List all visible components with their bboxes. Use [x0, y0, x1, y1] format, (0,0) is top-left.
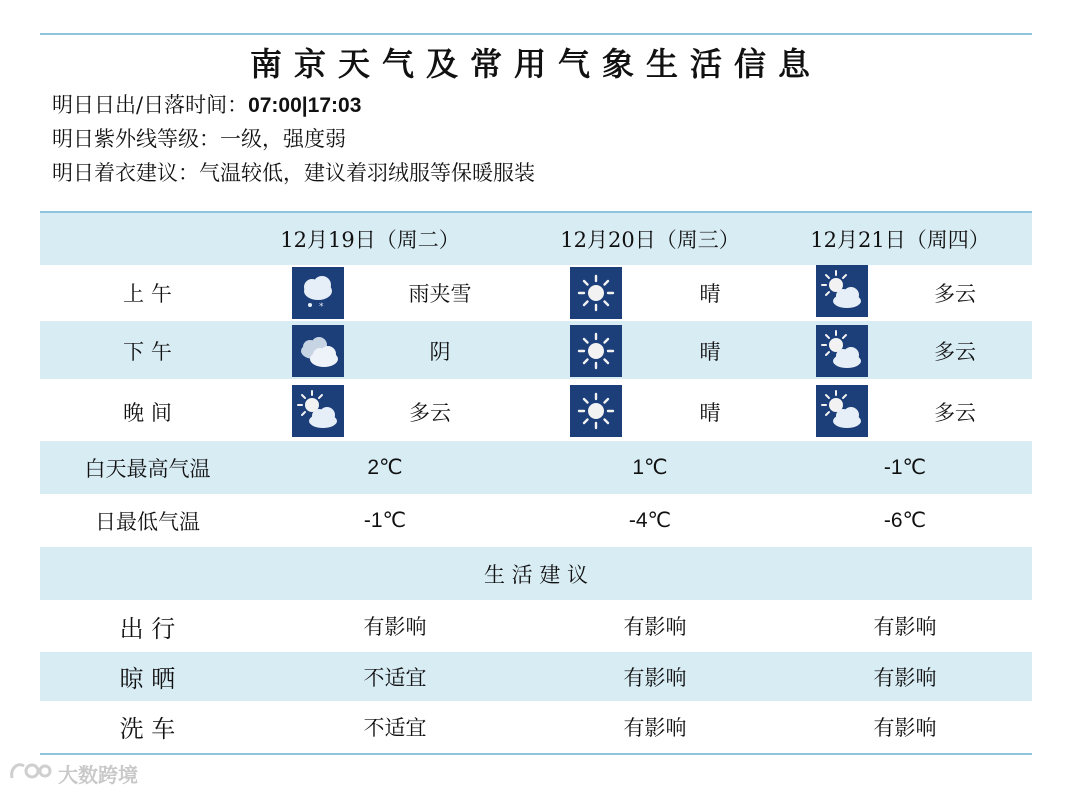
weather-evening-day3: 多云 — [934, 401, 976, 425]
watermark — [8, 758, 138, 788]
date-header-day3: 12月21日（周四） — [810, 228, 990, 252]
life-carwash-day3: 有影响 — [873, 715, 937, 740]
sleet-icon — [292, 267, 344, 319]
sunny-icon — [570, 267, 622, 319]
watermark-logo-icon — [8, 758, 52, 789]
date-header-day1: 12月19日（周二） — [280, 228, 460, 252]
partly-cloudy-icon — [816, 325, 868, 377]
life-row-carwash — [40, 701, 1032, 752]
weather-afternoon-day1: 阴 — [429, 340, 451, 364]
low-temp-day1: -1℃ — [363, 509, 407, 532]
weather-afternoon-day3: 多云 — [934, 340, 976, 364]
date-header-row — [40, 213, 1032, 265]
sunrise-sunset-value: 07:00|17:03 — [248, 94, 362, 117]
sunrise-sunset-line — [52, 90, 361, 121]
period-label-morning: 上 午 — [123, 282, 172, 306]
svg-text:*: * — [319, 302, 324, 312]
forecast-table — [40, 213, 1032, 752]
uv-level-label: 明日紫外线等级： — [52, 127, 220, 151]
partly-cloudy-icon — [816, 265, 868, 317]
life-row-drying — [40, 652, 1032, 701]
weather-morning-day1: 雨夹雪 — [408, 282, 472, 306]
uv-level-value: 一级，强度弱 — [220, 127, 346, 151]
afternoon-row — [40, 323, 1032, 379]
weather-evening-day1: 多云 — [409, 401, 451, 425]
dress-advice-value: 气温较低，建议着羽绒服等保暖服装 — [199, 161, 535, 185]
period-label-evening: 晚 间 — [123, 401, 172, 425]
bottom-divider — [40, 753, 1032, 755]
life-drying-day1: 不适宜 — [363, 665, 427, 690]
period-label-afternoon: 下 午 — [123, 340, 172, 364]
top-divider — [40, 33, 1032, 35]
high-temp-label: 白天最高气温 — [84, 456, 211, 481]
high-temp-day1: 2℃ — [367, 456, 403, 479]
date-header-day2: 12月20日（周三） — [560, 228, 740, 252]
life-label-travel: 出 行 — [119, 614, 176, 643]
uv-level-line — [52, 124, 346, 154]
high-temp-day2: 1℃ — [632, 456, 668, 479]
life-label-drying: 晾 晒 — [119, 665, 176, 693]
life-drying-day2: 有影响 — [623, 665, 687, 690]
life-advice-header: 生 活 建 议 — [483, 562, 589, 587]
sunny-icon — [570, 325, 622, 377]
partly-cloudy-icon — [816, 385, 868, 437]
life-advice-header-row — [40, 547, 1032, 600]
low-temp-day3: -6℃ — [883, 509, 927, 532]
life-label-carwash: 洗 车 — [119, 715, 176, 743]
dress-advice-label: 明日着衣建议： — [52, 161, 199, 185]
high-temp-day3: -1℃ — [883, 456, 927, 479]
weather-afternoon-day2: 晴 — [699, 340, 721, 364]
life-drying-day3: 有影响 — [873, 665, 937, 690]
evening-row — [40, 383, 1032, 441]
life-carwash-day2: 有影响 — [623, 715, 687, 740]
life-travel-day2: 有影响 — [623, 615, 687, 639]
high-temp-row — [40, 441, 1032, 494]
life-travel-day1: 有影响 — [363, 615, 427, 639]
life-carwash-day1: 不适宜 — [363, 715, 427, 740]
watermark-text: 大数跨境 — [58, 762, 138, 787]
morning-row — [40, 265, 1032, 321]
life-row-travel — [40, 600, 1032, 652]
sunrise-sunset-label: 明日日出/日落时间： — [52, 93, 249, 117]
page-title: 南京天气及常用气象生活信息 — [249, 45, 822, 83]
weather-morning-day2: 晴 — [699, 282, 721, 306]
partly-cloudy-icon — [292, 385, 344, 437]
dress-advice-line — [52, 158, 535, 188]
life-travel-day3: 有影响 — [873, 615, 937, 639]
weather-morning-day3: 多云 — [934, 282, 976, 306]
sunny-icon — [570, 385, 622, 437]
overcast-icon — [292, 325, 344, 377]
low-temp-row — [40, 494, 1032, 547]
low-temp-label: 日最低气温 — [95, 509, 200, 534]
low-temp-day2: -4℃ — [628, 509, 672, 532]
weather-evening-day2: 晴 — [699, 401, 721, 425]
